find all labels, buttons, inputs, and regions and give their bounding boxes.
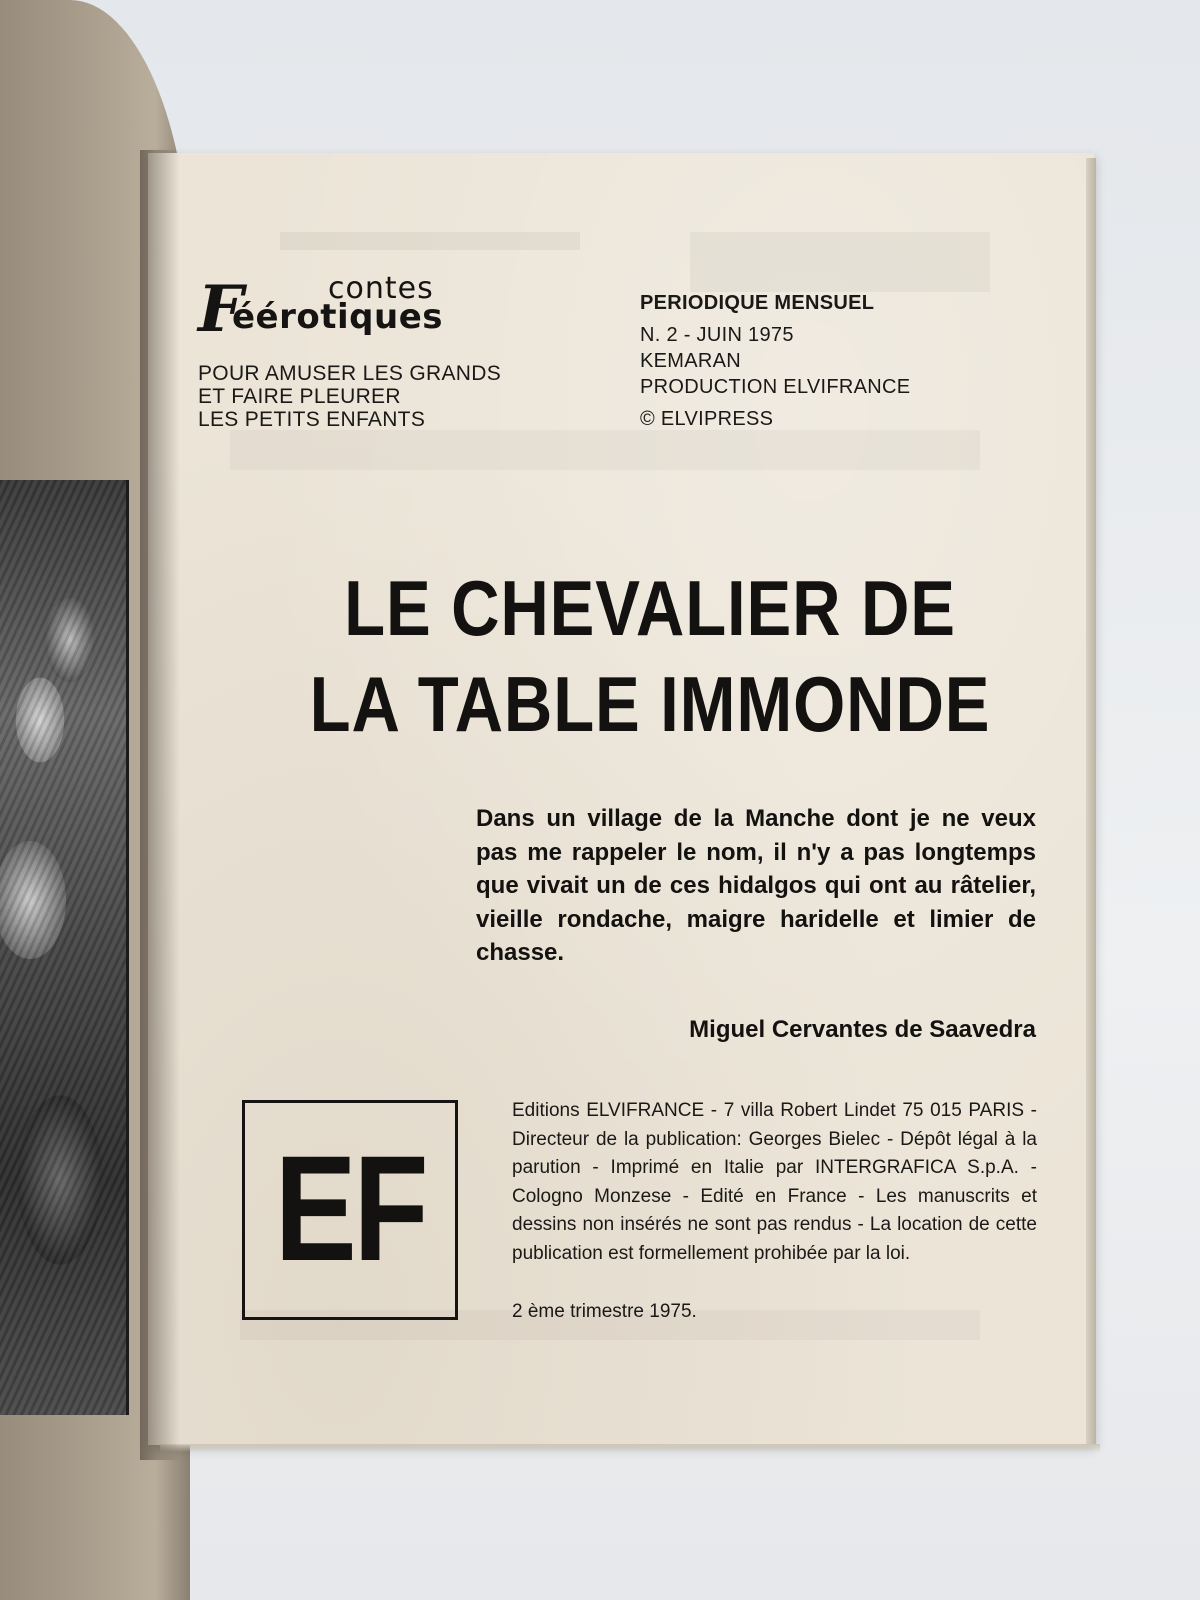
publisher-mark: EF (274, 1124, 426, 1292)
publisher-logo-box (242, 1100, 458, 1320)
cover-illustration-shading (0, 480, 128, 1415)
logo-swash-letter: F (198, 272, 244, 347)
story-title (306, 560, 994, 752)
epigraph-author: Miguel Cervantes de Saavedra (689, 1016, 1036, 1043)
logo-word-contes: contes (328, 271, 434, 306)
tagline-line-2: ET FAIRE PLEURER (198, 385, 401, 408)
spine-shadow (140, 150, 180, 1460)
logo-word-erotiques: éérotiques (232, 297, 443, 337)
production-credit: PRODUCTION ELVIFRANCE (640, 376, 911, 398)
page-edge (1086, 158, 1096, 1445)
publication-info (640, 290, 970, 432)
show-through-block-2 (690, 232, 990, 292)
title-line-2: LA TABLE IMMONDE (309, 660, 991, 748)
show-through-block-3 (230, 430, 980, 470)
legal-imprint: Editions ELVIFRANCE - 7 villa Robert Lindet 75 015 PARIS - Directeur de la publication: Georges Bielec - Dépôt légal à la parution - Imprimé en Italie par INTERGRAFICA S.p.A. - Cologno Monzese - Edité en France - Les manuscrits et dessins non insérés ne sont pas rendus - La location de cette publication est formellement prohibée par la loi. (512, 1100, 1037, 1264)
illustration-border (126, 480, 129, 1415)
epigraph-quote: Dans un village de la Manche dont je ne veux pas me rappeler le nom, il n'y a pas longtemps que vivait un de ces hidalgos qui ont au râtelier, vieille rondache, maigre haridelle et limier de chasse. (476, 805, 1036, 966)
tagline-line-3: LES PETITS ENFANTS (198, 408, 426, 431)
author-name: KEMARAN (640, 350, 742, 372)
copyright-notice: © ELVIPRESS (640, 408, 774, 430)
tagline (198, 362, 528, 431)
imprint-quarter: 2 ème trimestre 1975. (512, 1301, 697, 1322)
tagline-line-1: POUR AMUSER LES GRANDS (198, 362, 501, 385)
magazine-logo (198, 271, 513, 347)
title-line-1: LE CHEVALIER DE (344, 564, 956, 652)
periodicity: PERIODIQUE MENSUEL (640, 292, 875, 314)
issue-number: N. 2 - JUIN 1975 (640, 324, 794, 346)
page-bottom-edge (160, 1444, 1100, 1452)
show-through-block-1 (280, 232, 580, 250)
